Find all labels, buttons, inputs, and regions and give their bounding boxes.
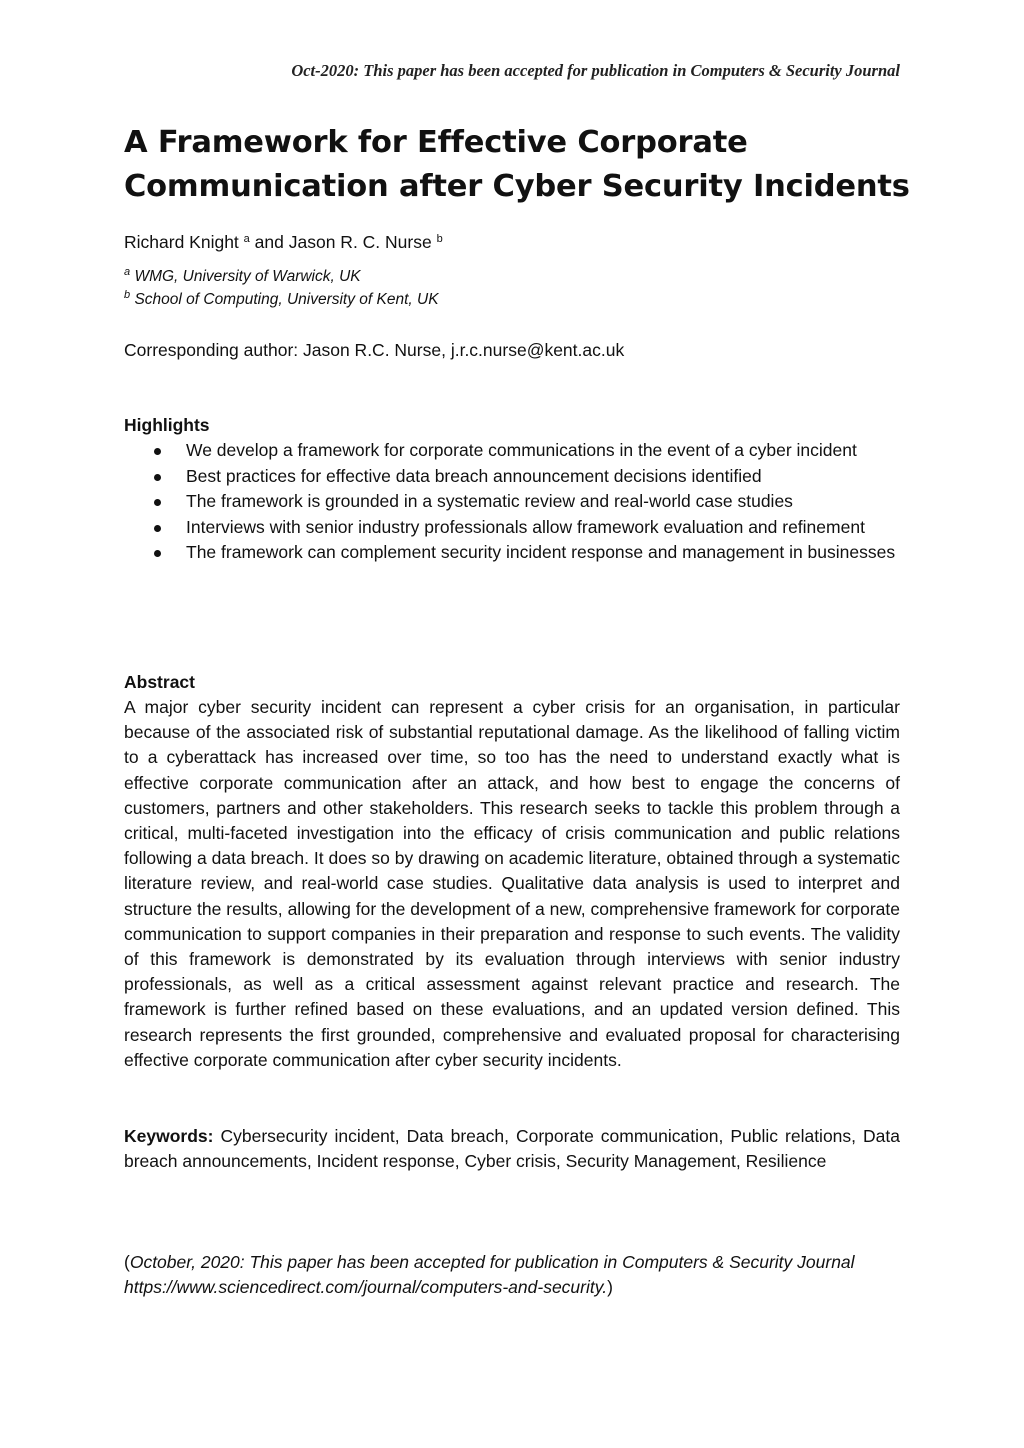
publication-note-text: October, 2020: This paper has been accepted for publication in Computers & Security Journal https://www.sciencedirect.com/journal/computers-and-security. [124, 1252, 855, 1298]
highlight-text: The framework is grounded in a systematic review and real-world case studies [186, 491, 793, 511]
keywords [124, 1124, 900, 1174]
highlights-heading: Highlights [124, 415, 210, 435]
highlight-text: Best practices for effective data breach announcement decisions identified [186, 465, 762, 486]
keywords-label: Keywords: [124, 1126, 214, 1146]
highlight-item [124, 464, 900, 490]
affiliation-mark: a [243, 233, 250, 245]
highlight-text: The framework can complement security incident response and management in businesses [186, 542, 896, 562]
author-name: Jason R. C. Nurse [288, 232, 432, 252]
publication-note [124, 1250, 914, 1300]
affiliation-mark: a [124, 266, 131, 278]
bullet-icon [154, 499, 161, 506]
running-header: Oct-2020: This paper has been accepted for publication in Computers & Security Journal [291, 61, 900, 80]
highlight-text: Interviews with senior industry professionals allow framework evaluation and refinement [186, 516, 865, 537]
highlights-list [124, 438, 900, 566]
abstract-heading: Abstract [124, 672, 195, 692]
paper-title: A Framework for Effective Corporate Communication after Cyber Security Incidents [124, 125, 910, 204]
keywords-text: Cybersecurity incident, Data breach, Corporate communication, Public relations, Data breach announcements, Incident response, Cyber crisis, Security Management, Resilience [124, 1126, 900, 1172]
bullet-icon [154, 550, 161, 557]
affiliation-text: WMG, University of Warwick, UK [134, 268, 361, 285]
publication-note-open: ( [124, 1252, 130, 1272]
highlight-item [124, 515, 900, 541]
paper-page [124, 0, 910, 1448]
abstract-text: A major cyber security incident can represent a cyber crisis for an organisation, in particular because of the associated risk of substantial reputational damage. As the likelihood of falling victim to a cyberattack has increased over time, so too has the need to understand exactly what is effective corporate communication after an attack, and how best to engage the concerns of customers, partners and other stakeholders. This research seeks to tackle this problem through a critical, multi-faceted investigation into the efficacy of crisis communication and public relations following a data breach. It does so by drawing on academic literature, obtained through a systematic literature review, and real-world case studies. Qualitative data analysis is used to interpret and structure the results, allowing for the development of a new, comprehensive framework for corporate communication to support companies in their preparation and response to such events. The validity of this framework is demonstrated by its evaluation through interviews with senior industry professionals, as well as a critical assessment against relevant practice and research. The framework is further refined based on these evaluations, and an updated version defined. This research represents the first grounded, comprehensive and evaluated proposal for characterising effective corporate communication after cyber security incidents. [124, 697, 900, 1070]
affiliation-b [124, 289, 439, 311]
publication-note-close: ) [607, 1277, 613, 1298]
bullet-icon [154, 525, 161, 532]
affiliation-mark: b [124, 289, 131, 301]
highlight-item [124, 489, 900, 515]
affiliation-mark: b [436, 233, 443, 245]
highlight-item [124, 540, 900, 566]
highlight-item [124, 438, 900, 464]
affiliation-text: School of Computing, University of Kent, UK [134, 291, 439, 308]
corresponding-author: Corresponding author: Jason R.C. Nurse, j.r.c.nurse@kent.ac.uk [124, 340, 625, 360]
author-conjunction: and [254, 232, 284, 252]
highlight-text: We develop a framework for corporate communications in the event of a cyber incident [186, 440, 857, 460]
affiliation-a [124, 266, 361, 288]
author-line [124, 230, 443, 254]
bullet-icon [154, 448, 161, 455]
bullet-icon [154, 474, 161, 481]
author-name: Richard Knight [124, 232, 239, 252]
